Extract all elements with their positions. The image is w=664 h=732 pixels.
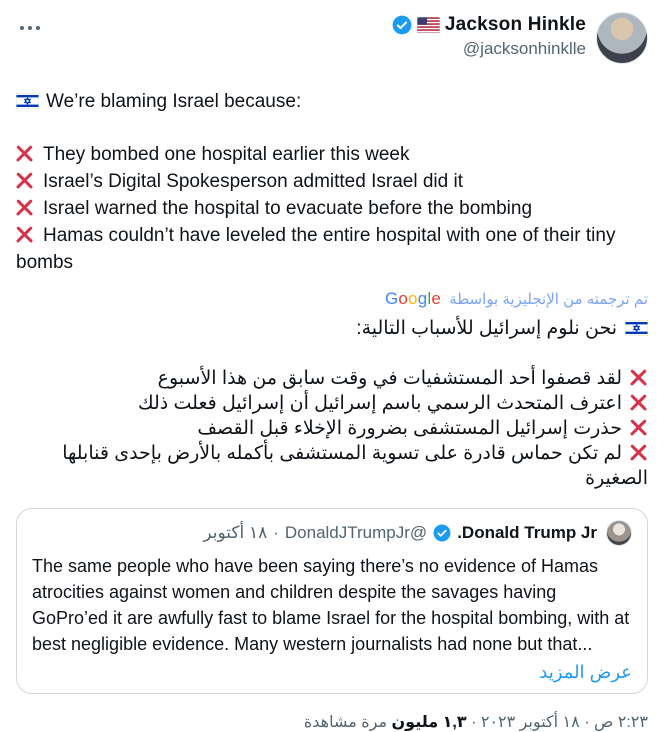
x-mark-icon bbox=[630, 394, 648, 412]
avatar[interactable] bbox=[606, 520, 632, 546]
tweet-bullet-arabic: اعترف المتحدث الرسمي باسم إسرائيل أن إسرائيل فعلت ذلك bbox=[137, 393, 622, 414]
x-mark-icon bbox=[16, 145, 34, 163]
user-handle[interactable]: @jacksonhinklle bbox=[462, 39, 586, 58]
tweet-intro-arabic: نحن نلوم إسرائيل للأسباب التالية: bbox=[356, 318, 617, 339]
avatar[interactable] bbox=[596, 12, 648, 64]
tweet-text-arabic bbox=[16, 316, 648, 491]
tweet-bullet-arabic: لقد قصفوا أحد المستشفيات في وقت سابق من هذا الأسبوع bbox=[157, 368, 622, 389]
tweet-bullet: Israel warned the hospital to evacuate before the bombing bbox=[43, 198, 533, 219]
verified-badge-icon bbox=[433, 524, 451, 542]
display-name[interactable]: Jackson Hinkle bbox=[444, 14, 586, 35]
tweet-meta bbox=[16, 712, 648, 732]
views-count: ١,٣ مليون bbox=[391, 714, 467, 731]
separator-dot: · bbox=[273, 523, 279, 542]
x-mark-icon bbox=[630, 419, 648, 437]
x-mark-icon bbox=[16, 199, 34, 217]
x-mark-icon bbox=[16, 226, 34, 244]
x-mark-icon bbox=[16, 172, 34, 190]
tweet-bullet: They bombed one hospital earlier this week bbox=[43, 144, 410, 165]
quoted-tweet-card[interactable] bbox=[16, 508, 648, 694]
tweet-time: ٢:٢٣ ص bbox=[593, 714, 648, 731]
israel-flag-icon bbox=[625, 320, 648, 336]
tweet-date: ١٨ أكتوبر ٢٠٢٣ bbox=[480, 714, 580, 731]
translated-by-text: تم ترجمته من الإنجليزية بواسطة bbox=[449, 291, 648, 308]
quoted-tweet-header bbox=[32, 520, 632, 546]
israel-flag-icon bbox=[16, 93, 39, 109]
quoted-user-handle[interactable]: @DonaldJTrumpJr bbox=[284, 523, 428, 542]
tweet-intro: We’re blaming Israel because: bbox=[46, 91, 302, 112]
more-icon[interactable] bbox=[16, 22, 44, 34]
x-mark-icon bbox=[630, 369, 648, 387]
tweet-bullet: Israel’s Digital Spokesperson admitted Israel did it bbox=[43, 171, 463, 192]
google-logo: Google bbox=[384, 289, 441, 308]
tweet-text-english bbox=[16, 88, 648, 276]
views-label: مرة مشاهدة bbox=[303, 714, 388, 731]
us-flag-icon bbox=[417, 17, 440, 33]
verified-badge-icon bbox=[392, 15, 412, 35]
translated-by-note bbox=[16, 289, 648, 309]
show-more-link[interactable]: عرض المزيد bbox=[539, 662, 632, 682]
tweet-bullet-arabic: حذرت إسرائيل المستشفى بضرورة الإخلاء قبل القصف bbox=[197, 418, 622, 439]
tweet-bullet: Hamas couldn’t have leveled the entire hospital with one of their tiny bombs bbox=[16, 225, 616, 273]
separator-dot: · bbox=[471, 714, 477, 731]
quoted-display-name[interactable]: Donald Trump Jr. bbox=[457, 523, 597, 542]
quoted-tweet-text: The same people who have been saying there’s no evidence of Hamas atrocities against women and children despite the savages having GoPro’ed it are awfully fast to blame Israel for the hospital bombing, with at best negligible evidence. Many western journalists had none but that... bbox=[32, 556, 630, 654]
x-mark-icon bbox=[630, 444, 648, 462]
tweet-header bbox=[16, 0, 648, 64]
quoted-tweet-date: ١٨ أكتوبر bbox=[203, 523, 268, 542]
tweet-bullet-arabic: لم تكن حماس قادرة على تسوية المستشفى بأكمله بالأرض بإحدى قنابلها الصغيرة bbox=[62, 443, 648, 489]
separator-dot: · bbox=[584, 714, 590, 731]
